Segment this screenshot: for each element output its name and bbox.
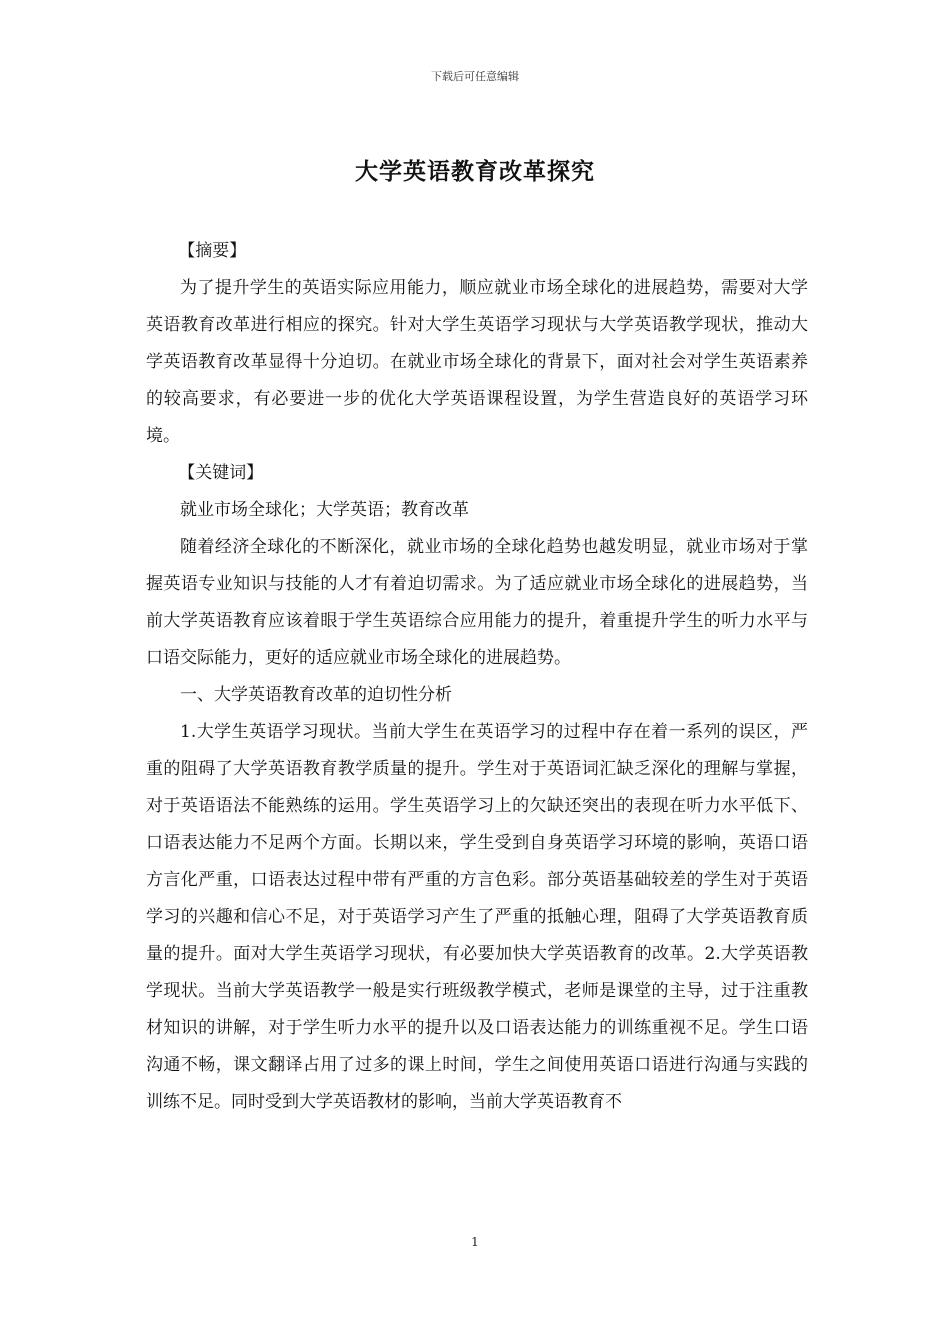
document-body [146, 233, 808, 1121]
document-title: 大学英语教育改革探究 [355, 158, 595, 185]
section-heading: 一、大学英语教育改革的迫切性分析 [180, 685, 452, 705]
intro-paragraph: 随着经济全球化的不断深化，就业市场的全球化趋势也越发明显，就业市场对于掌握英语专业知识与技能的人才有着迫切需求。为了适应就业市场全球化的进展趋势，当前大学英语教育应该着眼于学生英语综合应用能力的提升，着重提升学生的听力水平与口语交际能力，更好的适应就业市场全球化的进展趋势。 [146, 537, 808, 668]
keywords-label: 【关键词】 [178, 463, 264, 483]
page-number: 1 [471, 1235, 479, 1249]
header-note: 下载后可任意编辑 [431, 70, 519, 83]
abstract-paragraph: 为了提升学生的英语实际应用能力，顺应就业市场全球化的进展趋势，需要对大学英语教育改革进行相应的探究。针对大学生英语学习现状与大学英语教学现状，推动大学英语教育改革显得十分迫切。在就业市场全球化的背景下，面对社会对学生英语素养的较高要求，有必要进一步的优化大学英语课程设置，为学生营造良好的英语学习环境。 [146, 278, 808, 446]
abstract-label: 【摘要】 [178, 241, 247, 261]
keywords-paragraph: 就业市场全球化；大学英语；教育改革 [180, 500, 469, 520]
section-paragraph: 1.大学生英语学习现状。当前大学生在英语学习的过程中存在着一系列的误区，严重的阻碍了大学英语教育教学质量的提升。学生对于英语词汇缺乏深化的理解与掌握，对于英语语法不能熟练的运用。学生英语学习上的欠缺还突出的表现在听力水平低下、口语表达能力不足两个方面。长期以来，学生受到自身英语学习环境的影响，英语口语方言化严重，口语表达过程中带有严重的方言色彩。部分英语基础较差的学生对于英语学习的兴趣和信心不足，对于英语学习产生了严重的抵触心理，阻碍了大学英语教育质量的提升。面对大学生英语学习现状，有必要加快大学英语教育的改革。2.大学英语教学现状。当前大学英语教学一般是实行班级教学模式，老师是课堂的主导，过于注重教材知识的讲解，对于学生听力水平的提升以及口语表达能力的训练重视不足。学生口语沟通不畅，课文翻译占用了过多的课上时间，学生之间使用英语口语进行沟通与实践的训练不足。同时受到大学英语教材的影响，当前大学英语教育不 [146, 722, 808, 1112]
